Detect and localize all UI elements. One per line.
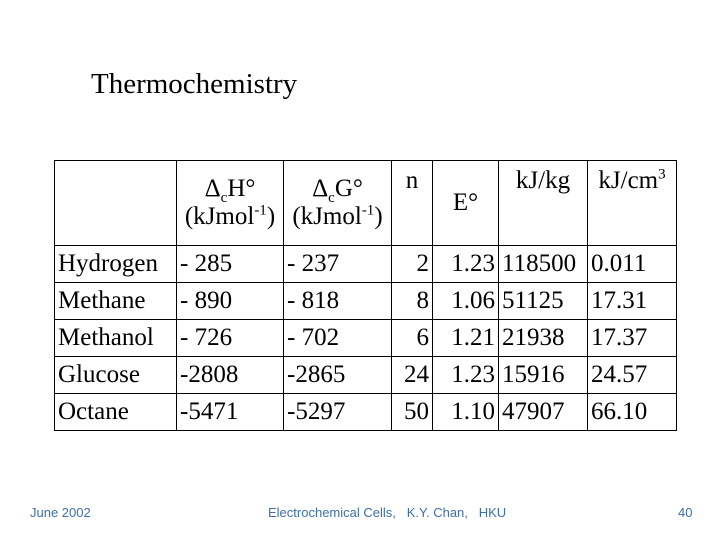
header-n: n <box>392 161 433 246</box>
enthalpy-value: - 285 <box>177 246 284 283</box>
gibbs-value: - 237 <box>284 246 392 283</box>
table-row <box>55 283 677 320</box>
kj-per-cm3-value: 17.37 <box>588 320 677 357</box>
footer-page-number: 40 <box>678 505 693 520</box>
table-row <box>55 357 677 394</box>
n-value: 2 <box>392 246 433 283</box>
kj-per-kg-value: 51125 <box>499 283 588 320</box>
n-value: 24 <box>392 357 433 394</box>
compound-name: Glucose <box>55 357 177 394</box>
compound-name: Methanol <box>55 320 177 357</box>
gibbs-value: - 818 <box>284 283 392 320</box>
header-kj-per-kg: kJ/kg <box>499 161 588 246</box>
kj-per-kg-value: 47907 <box>499 394 588 431</box>
header-potential: E° <box>433 161 499 246</box>
n-value: 8 <box>392 283 433 320</box>
enthalpy-value: - 726 <box>177 320 284 357</box>
potential-value: 1.23 <box>433 357 499 394</box>
table-row <box>55 246 677 283</box>
potential-value: 1.06 <box>433 283 499 320</box>
potential-value: 1.23 <box>433 246 499 283</box>
potential-value: 1.21 <box>433 320 499 357</box>
header-enthalpy: $\Delta_cH^\circ$ (kJmol$^{-1}$) <box>177 161 284 246</box>
kj-per-cm3-value: 66.10 <box>588 394 677 431</box>
kj-per-cm3-value: 0.011 <box>588 246 677 283</box>
enthalpy-value: - 890 <box>177 283 284 320</box>
footer-date: June 2002 <box>30 505 91 520</box>
gibbs-value: - 702 <box>284 320 392 357</box>
n-value: 6 <box>392 320 433 357</box>
kj-per-cm3-value: 24.57 <box>588 357 677 394</box>
compound-name: Hydrogen <box>55 246 177 283</box>
header-compound <box>55 161 177 246</box>
potential-value: 1.10 <box>433 394 499 431</box>
kj-per-kg-value: 15916 <box>499 357 588 394</box>
gibbs-value: -5297 <box>284 394 392 431</box>
gibbs-value: -2865 <box>284 357 392 394</box>
compound-name: Methane <box>55 283 177 320</box>
kj-per-cm3-value: 17.31 <box>588 283 677 320</box>
kj-per-kg-value: 118500 <box>499 246 588 283</box>
table-row <box>55 320 677 357</box>
table-row <box>55 394 677 431</box>
enthalpy-value: -2808 <box>177 357 284 394</box>
footer-course: Electrochemical Cells, K.Y. Chan, HKU <box>268 505 507 520</box>
compound-name: Octane <box>55 394 177 431</box>
n-value: 50 <box>392 394 433 431</box>
enthalpy-value: -5471 <box>177 394 284 431</box>
header-kj-per-cm3: $kJ/cm^3$ <box>588 161 677 246</box>
thermochemistry-table <box>54 160 677 431</box>
header-gibbs: $\Delta_cG^\circ$ (kJmol$^{-1}$) <box>284 161 392 246</box>
table-header-row <box>55 161 677 246</box>
kj-per-kg-value: 21938 <box>499 320 588 357</box>
slide-title: Thermochemistry <box>91 68 298 100</box>
